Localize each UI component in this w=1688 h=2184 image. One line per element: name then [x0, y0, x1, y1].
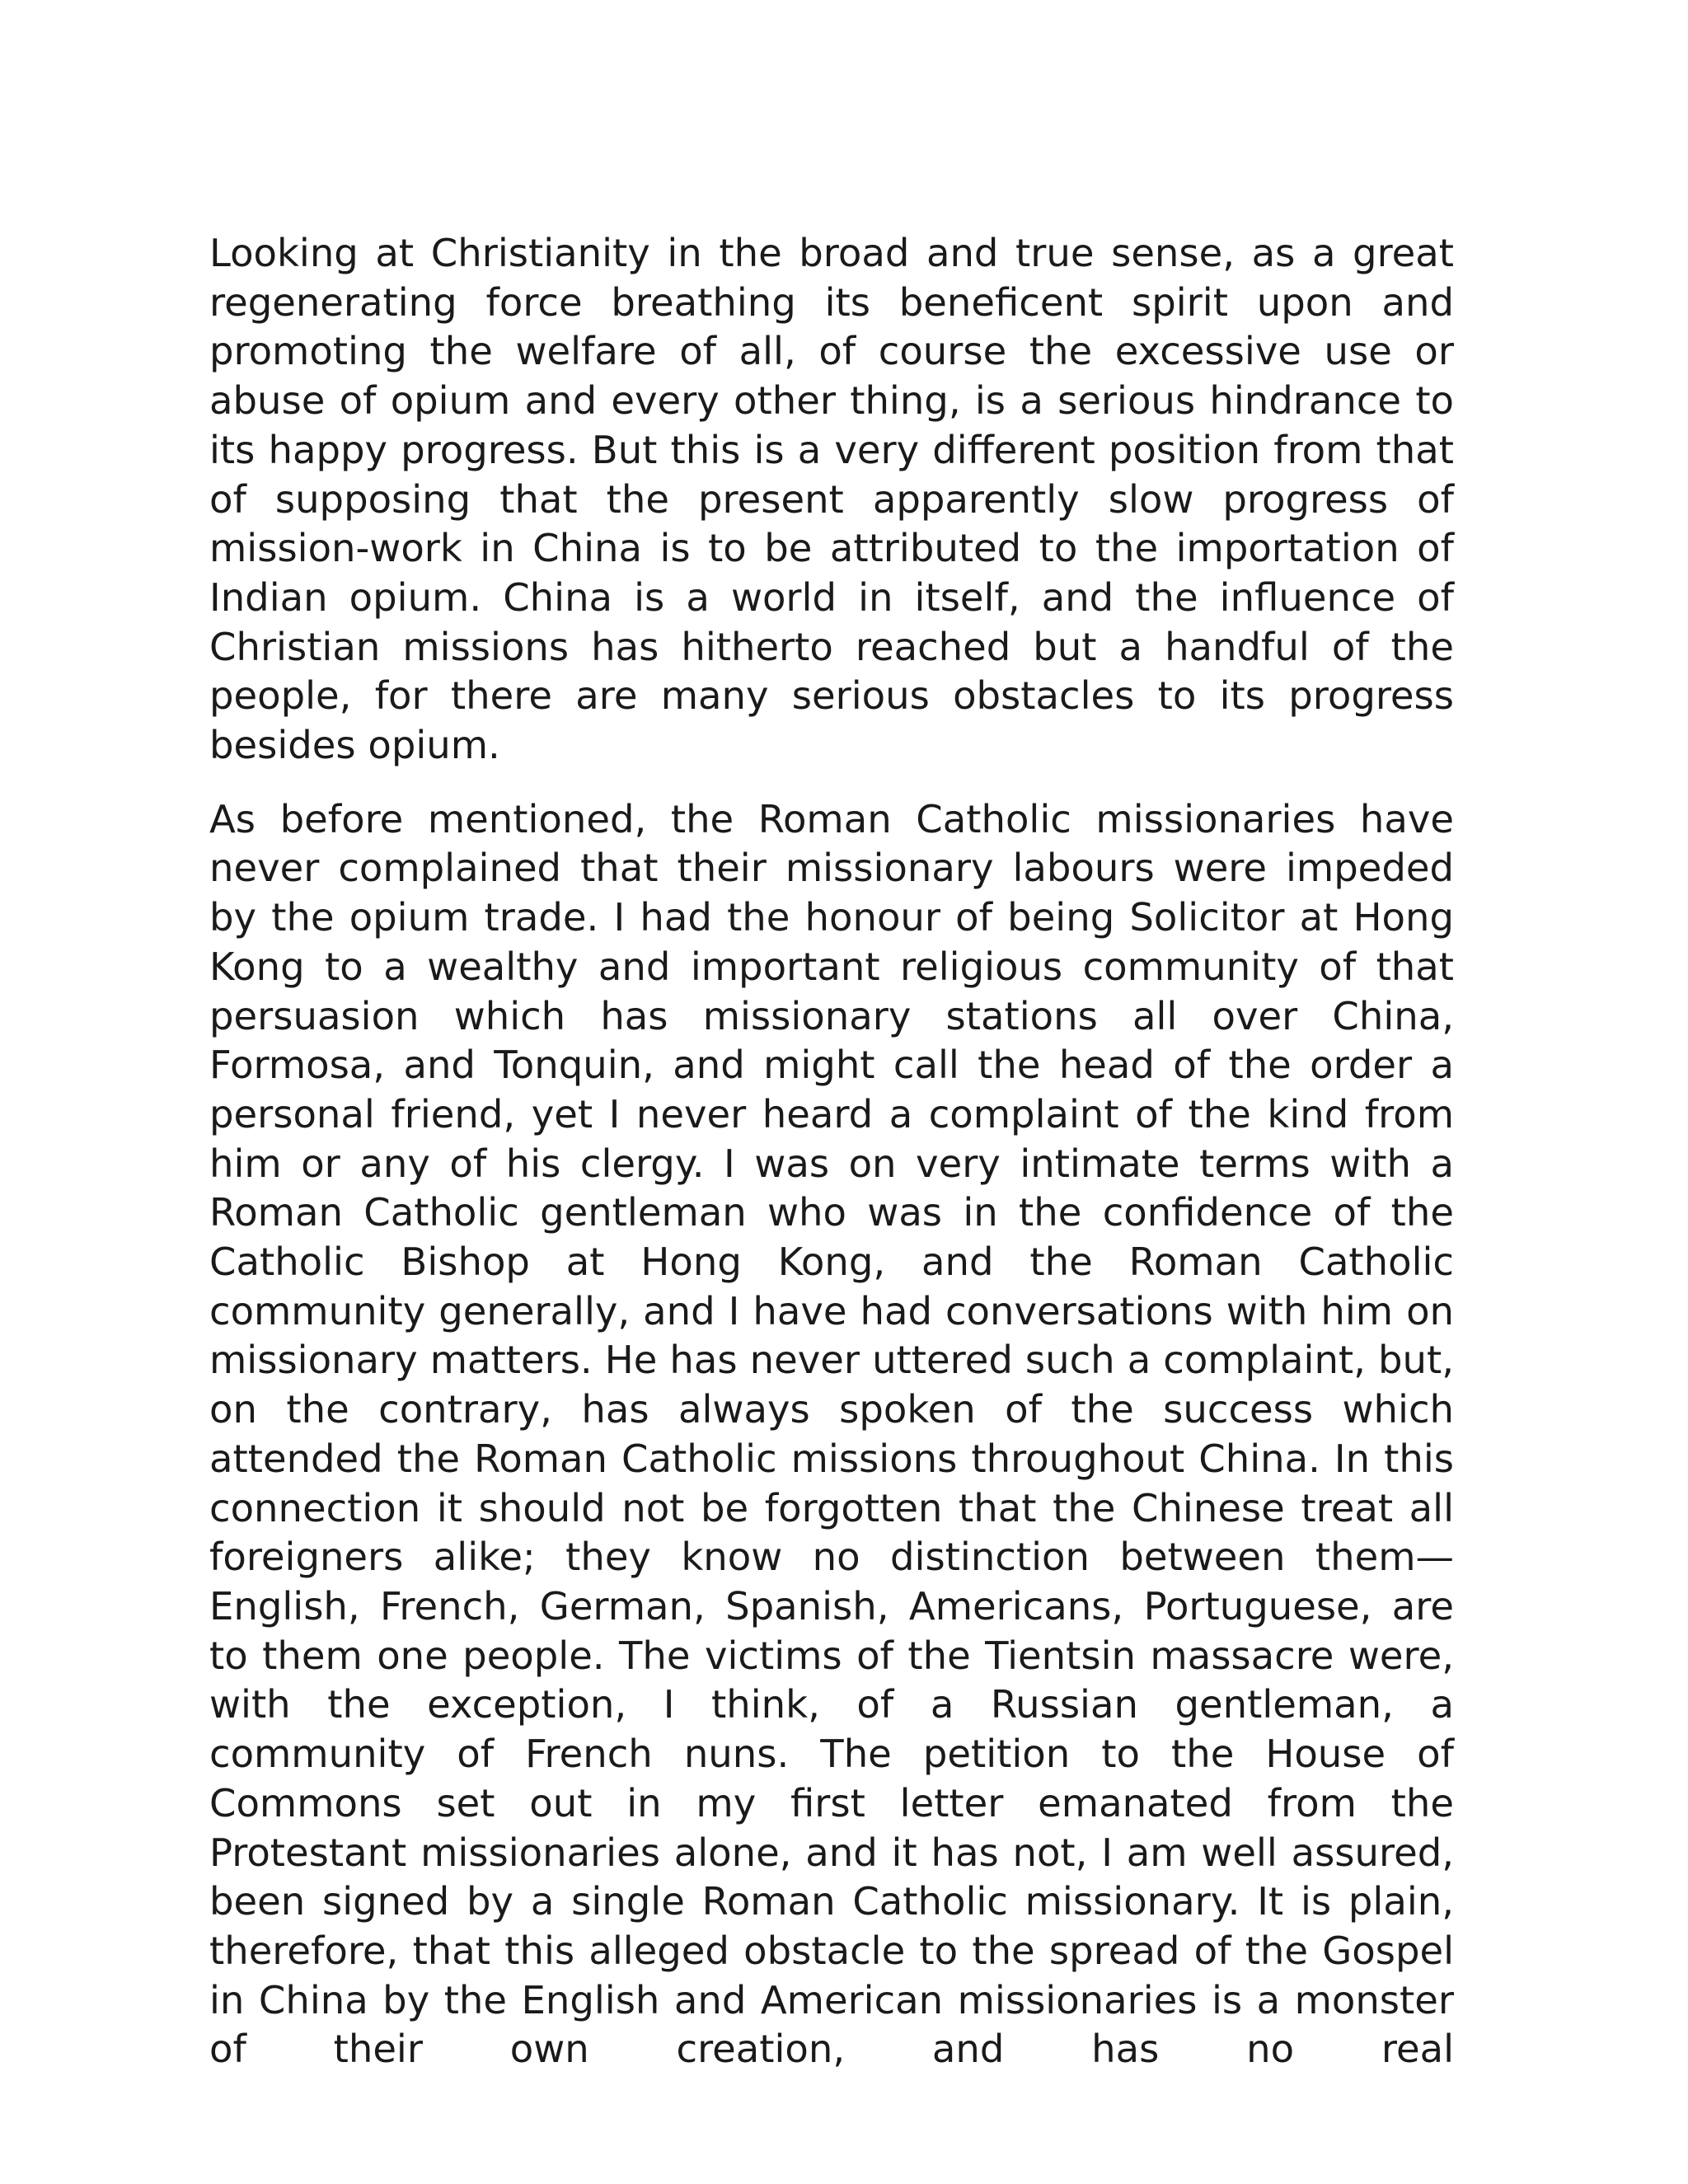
body-text — [209, 229, 1454, 2074]
paragraph-2: As before mentioned, the Roman Catholic missionaries have never complained that their missionary labours were impeded by the opium trade. I had the honour of being Solicitor at Hong Kong to a wealthy and important religious community of that persuasion which has missionary stations all over China, Formosa, and Tonquin, and might call the head of the order a personal friend, yet I never heard a complaint of the kind from him or any of his clergy. I was on very intimate terms with a Roman Catholic gentleman who was in the confidence of the Catholic Bishop at Hong Kong, and the Roman Catholic community generally, and I have had conversations with him on missionary matters. He has never uttered such a complaint, but, on the contrary, has always spoken of the success which attended the Roman Catholic missions throughout China. In this connection it should not be forgotten that the Chinese treat all foreigners alike; they know no distinction between them—English, French, German, Spanish, Americans, Portuguese, are to them one people. The victims of the Tientsin massacre were, with the exception, I think, of a Russian gentleman, a community of French nuns. The petition to the House of Commons set out in my first letter emanated from the Protestant missionaries alone, and it has not, I am well assured, been signed by a single Roman Catholic missionary. It is plain, therefore, that this alleged obstacle to the spread of the Gospel in China by the English and American missionaries is a monster of their own creation, and has no real — [209, 796, 1454, 2072]
paragraph-1: Looking at Christianity in the broad and true sense, as a great regenerating force breathing its beneficent spirit upon and promoting the welfare of all, of course the excessive use or abuse of opium and every other thing, is a serious hindrance to its happy progress. But this is a very different position from that of supposing that the present apparently slow progress of mission-work in China is to be attributed to the importation of Indian opium. China is a world in itself, and the influence of Christian missions has hitherto reached but a handful of the people, for there are many serious obstacles to its progress besides opium. — [209, 231, 1454, 768]
